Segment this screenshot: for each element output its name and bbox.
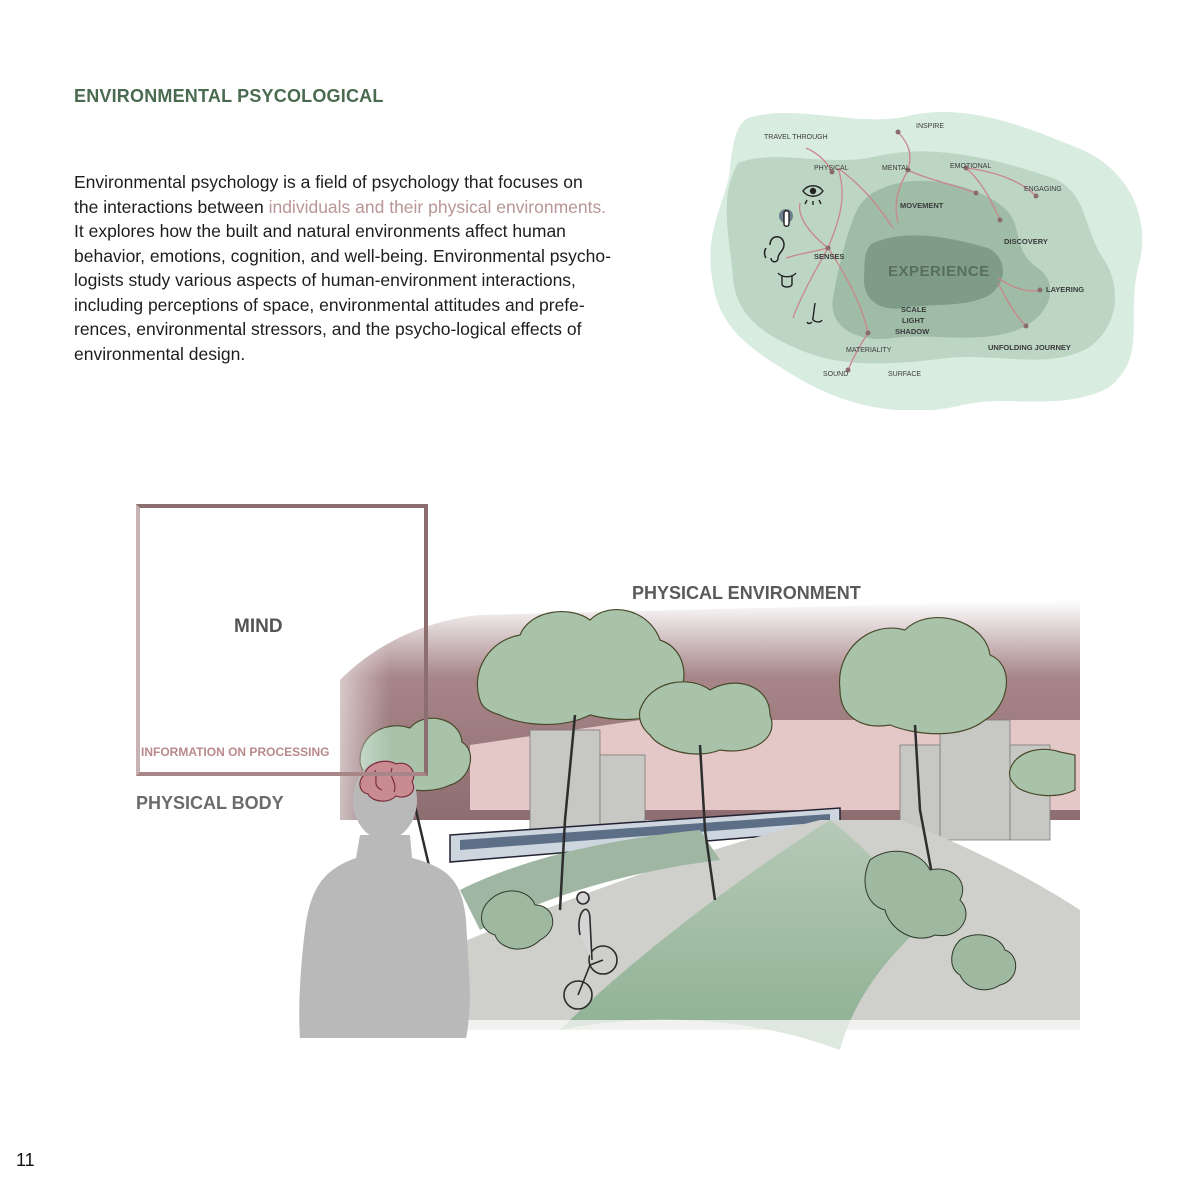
label-engaging: ENGAGING	[1024, 186, 1062, 193]
experience-concept-map	[708, 108, 1150, 410]
label-movement: MOVEMENT	[900, 201, 944, 210]
body-text-segment: the interactions between	[74, 196, 269, 217]
body-line: rences, environmental stressors, and the psycho-logical effects of	[74, 319, 582, 339]
label-physical: PHYSICAL	[814, 165, 849, 172]
label-unfolding-journey: UNFOLDING JOURNEY	[988, 343, 1071, 352]
page-title: ENVIRONMENTAL PSYCOLOGICAL	[74, 86, 384, 106]
body-line: behavior, emotions, cognition, and well-being. Environmental psycho-	[74, 245, 611, 266]
label-travel-through: TRAVEL THROUGH	[764, 134, 828, 141]
label-scale: SCALE	[901, 305, 927, 314]
mind-label: MIND	[234, 616, 283, 637]
label-light: LIGHT	[902, 316, 925, 325]
label-layering: LAYERING	[1046, 285, 1085, 294]
label-sound: SOUND	[823, 371, 849, 378]
label-surface: SURFACE	[888, 371, 922, 378]
physical-environment-label: PHYSICAL ENVIRONMENT	[632, 583, 861, 603]
body-line: Environmental psychology is a field of psychology that focuses on	[74, 172, 583, 192]
label-mental: MENTAL	[882, 165, 910, 172]
body-line: environmental design.	[74, 343, 246, 364]
physical-body-label: PHYSICAL BODY	[136, 793, 284, 813]
body-line: including perceptions of space, environmental attitudes and prefe-	[74, 294, 585, 315]
label-senses: SENSES	[814, 252, 845, 261]
label-discovery: DISCOVERY	[1004, 237, 1048, 246]
label-shadow: SHADOW	[895, 327, 930, 336]
page-number: 11	[16, 1150, 35, 1170]
label-experience: EXPERIENCE	[888, 263, 990, 280]
body-line: It explores how the built and natural environments affect human	[74, 221, 566, 241]
mind-frame	[136, 504, 428, 776]
label-inspire: INSPIRE	[916, 123, 945, 130]
body-paragraph	[74, 170, 694, 366]
body-line: logists study various aspects of human-environment interactions,	[74, 270, 576, 290]
label-emotional: EMOTIONAL	[950, 163, 992, 170]
highlighted-phrase: individuals and their physical environments.	[268, 196, 607, 217]
label-materiality: MATERIALITY	[846, 347, 892, 354]
body-line	[74, 195, 694, 220]
information-processing-label: INFORMATION ON PROCESSING	[141, 745, 330, 759]
